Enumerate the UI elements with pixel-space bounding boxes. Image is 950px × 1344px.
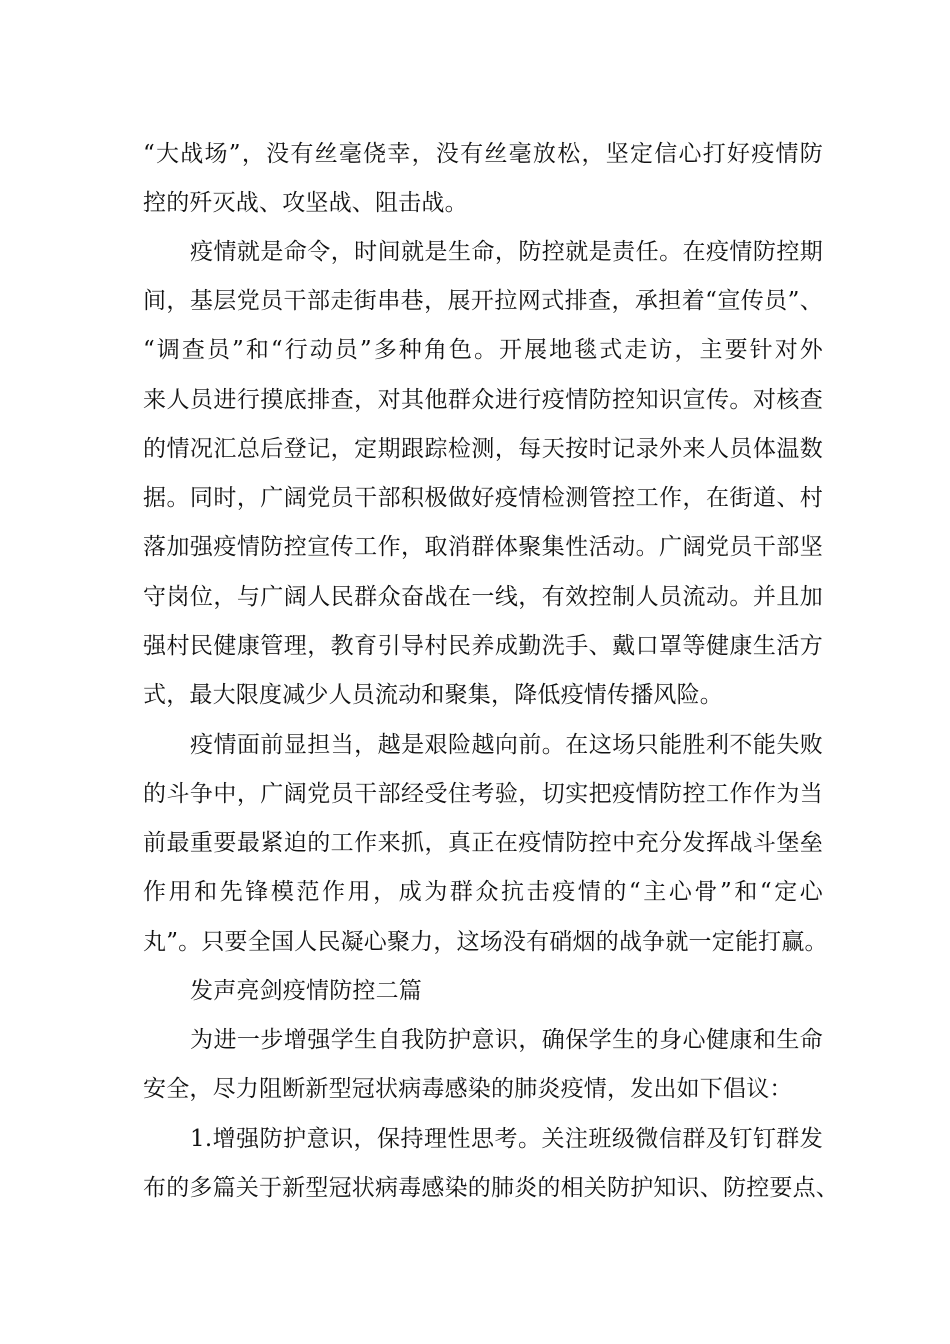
text-line: 式，最大限度减少人员流动和聚集，降低疫情传播风险。 [143, 682, 723, 708]
text-line: “大战场”，没有丝毫侥幸，没有丝毫放松，坚定信心打好疫情防 [143, 141, 823, 167]
list-item-line: 1.增强防护意识，保持理性思考。关注班级微信群及钉钉群发 [190, 1126, 823, 1152]
section-heading: 发声亮剑疫情防控二篇 [190, 978, 422, 1004]
text-line: 的情况汇总后登记，定期跟踪检测，每天按时记录外来人员体温数 [143, 436, 823, 462]
text-line: 间，基层党员干部走街串巷，展开拉网式排查，承担着“宣传员”、 [143, 288, 823, 314]
text-line: 强村民健康管理，教育引导村民养成勤洗手、戴口罩等健康生活方 [143, 633, 823, 659]
text-line: 丸”。只要全国人民凝心聚力，这场没有硝烟的战争就一定能打赢。 [143, 929, 828, 955]
text-line: 安全，尽力阻断新型冠状病毒感染的肺炎疫情，发出如下倡议： [143, 1076, 793, 1102]
text-line: 布的多篇关于新型冠状病毒感染的肺炎的相关防护知识、防控要点、 [143, 1175, 839, 1201]
text-line: 的斗争中，广阔党员干部经受住考验，切实把疫情防控工作作为当 [143, 781, 823, 807]
text-line: 落加强疫情防控宣传工作，取消群体聚集性活动。广阔党员干部坚 [143, 534, 823, 560]
paragraph-start-line: 疫情就是命令，时间就是生命，防控就是责任。在疫情防控期 [190, 239, 823, 265]
paragraph-start-line: 疫情面前显担当，越是艰险越向前。在这场只能胜利不能失败 [190, 732, 823, 758]
text-line: 前最重要最紧迫的工作来抓，真正在疫情防控中充分发挥战斗堡垒 [143, 830, 823, 856]
text-line: 控的歼灭战、攻坚战、阻击战。 [143, 190, 468, 216]
text-line: 作用和先锋模范作用，成为群众抗击疫情的“主心骨”和“定心 [143, 879, 823, 905]
text-line: 守岗位，与广阔人民群众奋战在一线，有效控制人员流动。并且加 [143, 584, 823, 610]
text-line: “调查员”和“行动员”多种角色。开展地毯式走访，主要针对外 [143, 337, 823, 363]
text-line: 来人员进行摸底排查，对其他群众进行疫情防控知识宣传。对核查 [143, 387, 823, 413]
text-line: 据。同时，广阔党员干部积极做好疫情检测管控工作，在街道、村 [143, 485, 823, 511]
paragraph-start-line: 为进一步增强学生自我防护意识，确保学生的身心健康和生命 [190, 1027, 823, 1053]
